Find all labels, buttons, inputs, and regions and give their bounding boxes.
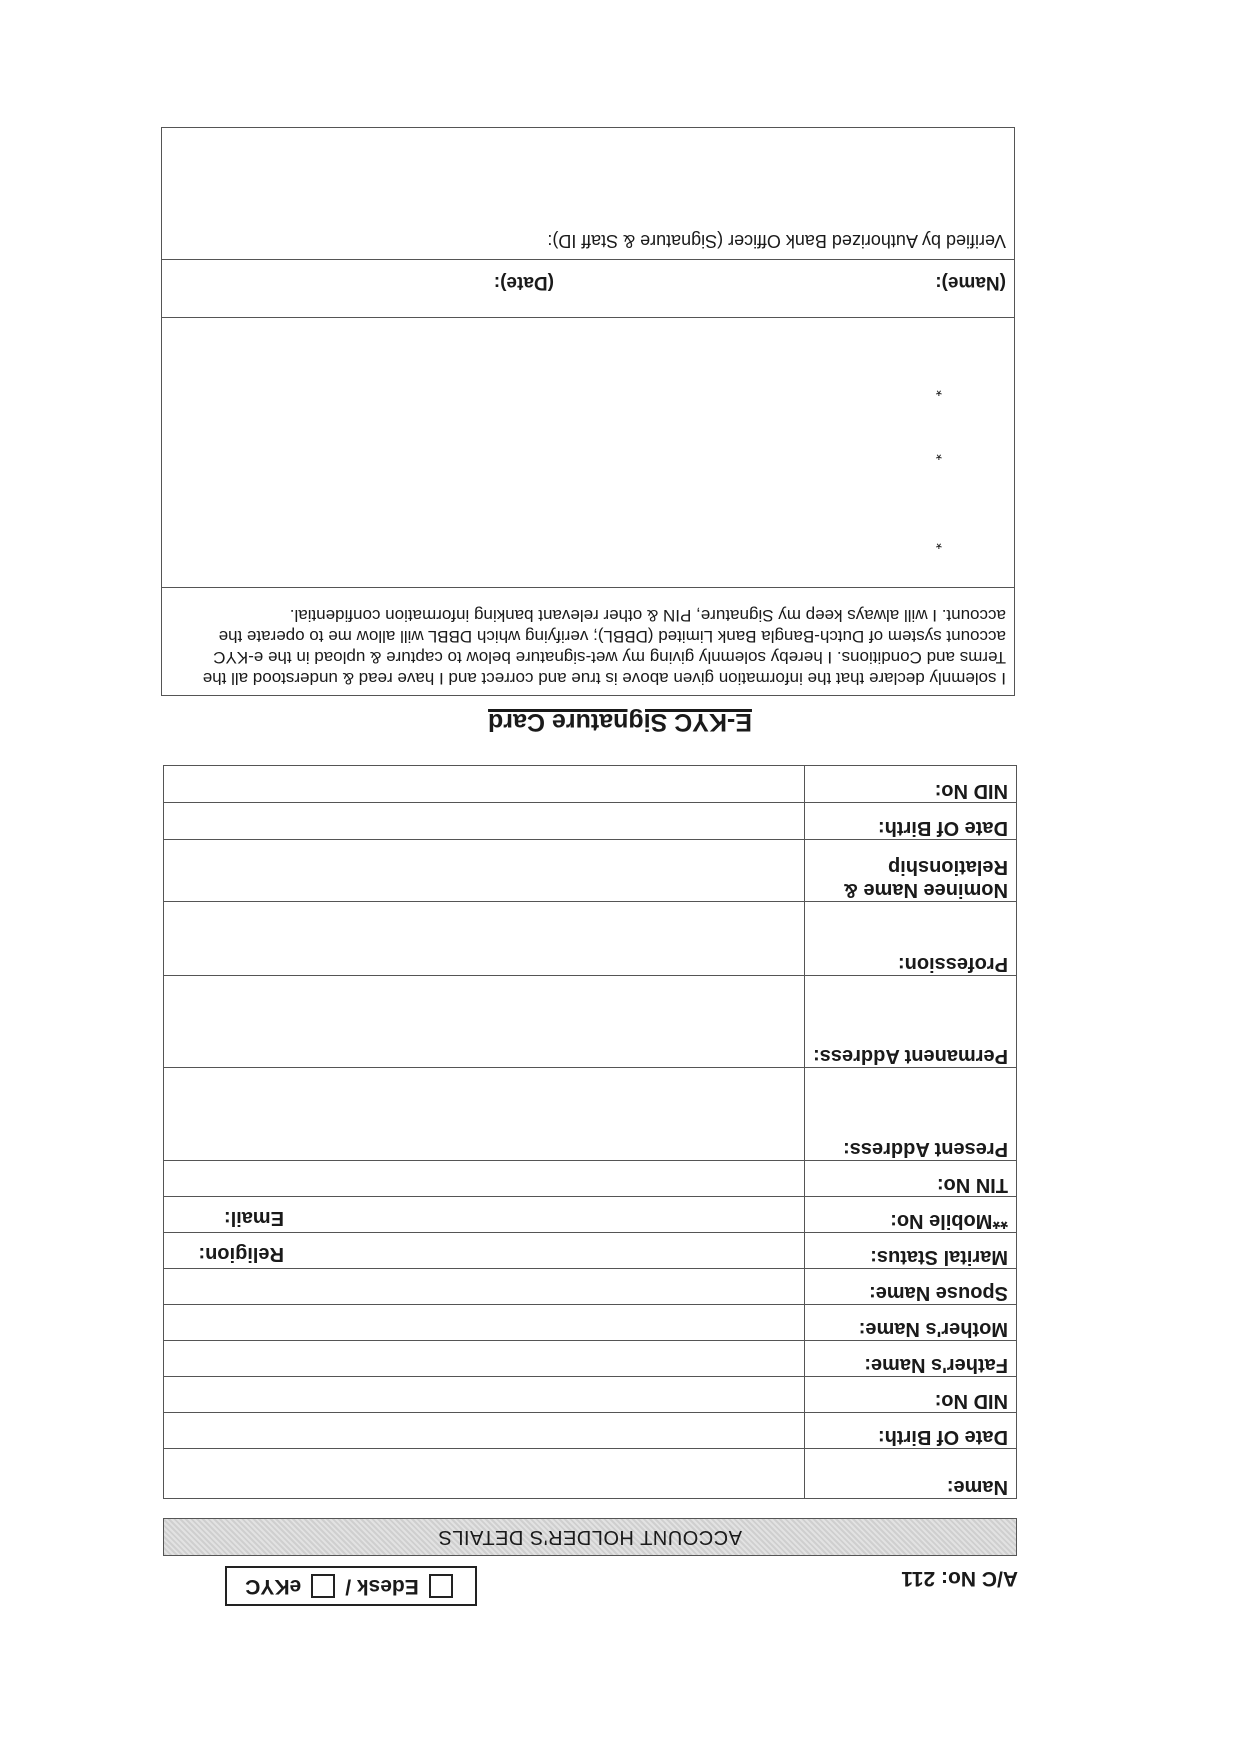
signature-card-title: [0, 707, 1240, 736]
tin-value[interactable]: [164, 1161, 805, 1197]
account-number: A/C No: 211: [901, 1567, 1018, 1590]
marital-status-value[interactable]: [164, 1233, 805, 1269]
mother-name-value[interactable]: [164, 1305, 805, 1341]
mother-name-label: Mother's Name:: [805, 1305, 1017, 1341]
nominee-nid-label: NID No:: [805, 766, 1017, 803]
nominee-label: Nominee Name & Relationship: [805, 840, 1017, 902]
ekyc-checkbox[interactable]: [311, 1574, 335, 1598]
account-details-table: [163, 765, 1017, 1499]
signature-area[interactable]: [162, 317, 1014, 587]
religion-label: Religion:: [198, 1243, 284, 1265]
signature-marker: *: [935, 381, 942, 398]
declaration-text: I solemnly declare that the information given above is true and correct and I have read & understood all the Terms and Conditions. I hereby solemnly giving my wet-signature below to capture & upload in the e-KYC account system of Dutch-Bangla Bank Limited (DBBL); verifying which DBBL will allow me to operate the account. I will always keep my Signature, PIN & other relevant banking information confidential.: [162, 587, 1014, 695]
father-name-label: Father's Name:: [805, 1341, 1017, 1377]
table-row: [164, 1341, 1017, 1377]
permanent-address-value[interactable]: [164, 976, 805, 1068]
spouse-name-label: Spouse Name:: [805, 1269, 1017, 1305]
table-row: [164, 766, 1017, 803]
signer-date-label: (Date):: [493, 272, 554, 293]
edesk-label: Edesk /: [345, 1575, 419, 1598]
table-row: [164, 902, 1017, 976]
present-address-value[interactable]: [164, 1068, 805, 1161]
signature-marker: *: [935, 534, 942, 551]
nominee-value[interactable]: [164, 840, 805, 902]
mobile-label: **Mobile No:: [805, 1197, 1017, 1233]
spouse-name-value[interactable]: [164, 1269, 805, 1305]
signature-card-title-text: E-KYC Signature Card: [488, 708, 752, 736]
table-row: [164, 976, 1017, 1068]
table-row: [164, 1413, 1017, 1449]
dob-value[interactable]: [164, 1413, 805, 1449]
table-row: [164, 1197, 1017, 1233]
nid-value[interactable]: [164, 1377, 805, 1413]
table-row: [164, 840, 1017, 902]
father-name-value[interactable]: [164, 1341, 805, 1377]
section-title: ACCOUNT HOLDER'S DETAILS: [163, 1518, 1017, 1556]
table-row: [164, 1305, 1017, 1341]
profession-label: Profession:: [805, 902, 1017, 976]
table-row: [164, 1233, 1017, 1269]
nid-label: NID No:: [805, 1377, 1017, 1413]
profession-value[interactable]: [164, 902, 805, 976]
edesk-checkbox[interactable]: [429, 1574, 453, 1598]
name-label: Name:: [805, 1449, 1017, 1499]
name-value[interactable]: [164, 1449, 805, 1499]
dob-label: Date Of Birth:: [805, 1413, 1017, 1449]
mobile-value[interactable]: [164, 1197, 805, 1233]
verified-by-label: Verified by Authorized Bank Officer (Signature & Staff ID):: [547, 231, 1006, 251]
table-row: [164, 1161, 1017, 1197]
account-mode-box: [225, 1566, 477, 1606]
ekyc-label: eKYC: [245, 1575, 302, 1598]
name-date-row: [162, 259, 1014, 317]
marital-status-label: Marital Status:: [805, 1233, 1017, 1269]
nominee-nid-value[interactable]: [164, 766, 805, 803]
nominee-dob-label: Date Of Birth:: [805, 803, 1017, 840]
permanent-address-label: Permanent Address:: [805, 976, 1017, 1068]
signature-marker: *: [935, 445, 942, 462]
table-row: [164, 1449, 1017, 1499]
signature-card: [161, 127, 1015, 696]
nominee-dob-value[interactable]: [164, 803, 805, 840]
present-address-label: Present Address:: [805, 1068, 1017, 1161]
email-label: Email:: [223, 1207, 284, 1229]
signer-name-label: (Name):: [935, 272, 1006, 293]
table-row: [164, 1068, 1017, 1161]
table-row: [164, 1377, 1017, 1413]
tin-label: TIN No:: [805, 1161, 1017, 1197]
table-row: [164, 803, 1017, 840]
table-row: [164, 1269, 1017, 1305]
